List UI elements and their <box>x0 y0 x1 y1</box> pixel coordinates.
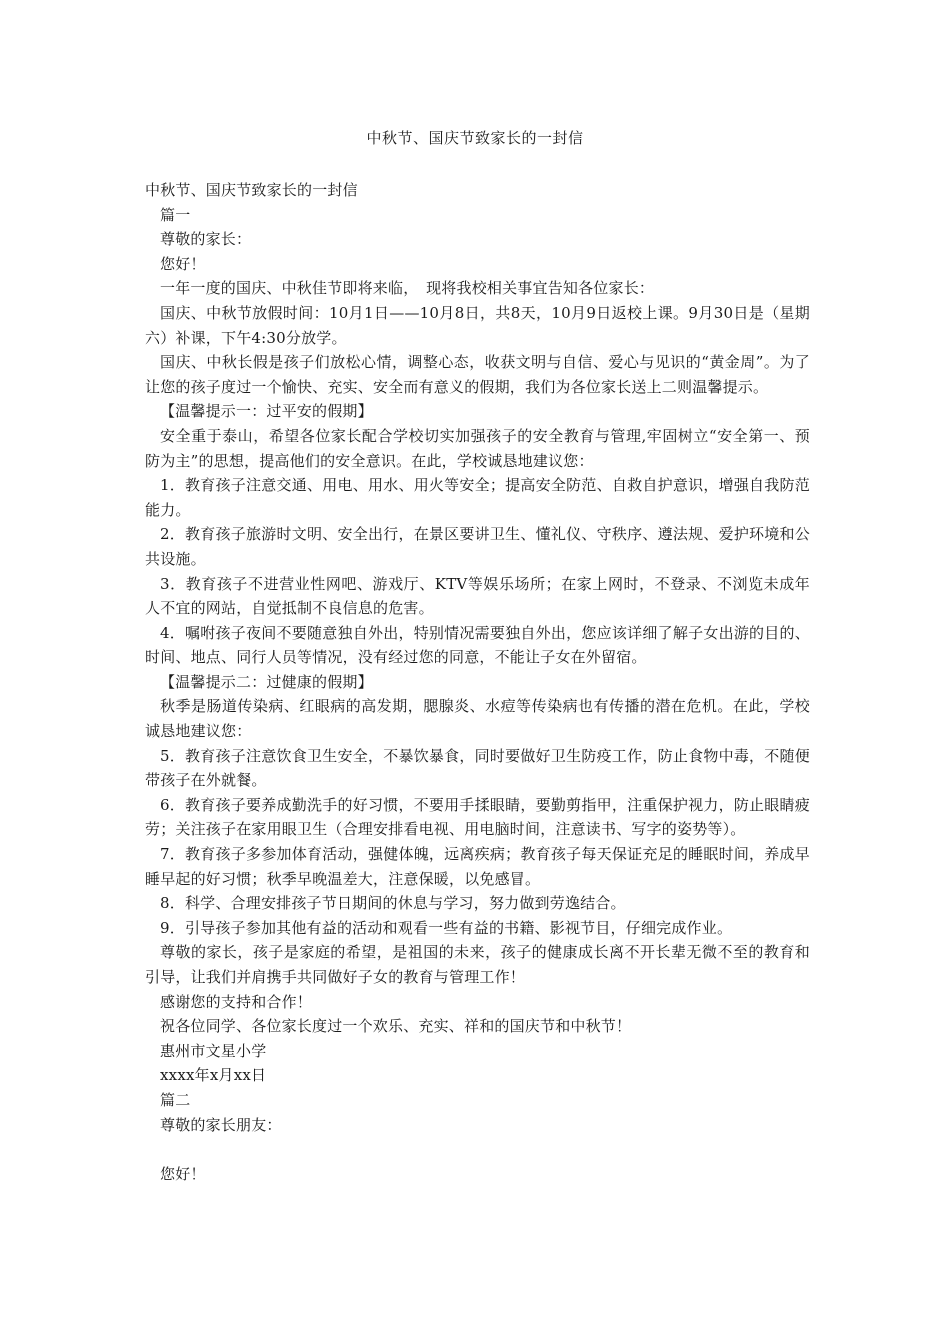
paragraph: 9．引导孩子参加其他有益的活动和观看一些有益的书籍、影视节目，仔细完成作业。 <box>160 918 733 937</box>
document-title: 中秋节、国庆节致家长的一封信 <box>366 129 584 147</box>
paragraph: 中秋节、国庆节致家长的一封信 <box>145 181 358 199</box>
paragraph: 国庆、中秋长假是孩子们放松心情，调整心态，收获文明与自信、爱心与见识的“黄金周”。为了让您的孩子度过一个愉快、充实、安全而有意义的假期，我们为各位家长送上二则温馨提示。 <box>145 353 810 396</box>
paragraph: 3．教育孩子不进营业性网吧、游戏厅、KTV等娱乐场所；在家上网时，不登录、不浏览未成年人不宜的网站，自觉抵制不良信息的危害。 <box>145 574 810 618</box>
paragraph: xxxx年x月xx日 <box>160 1066 267 1085</box>
paragraph: 感谢您的支持和合作！ <box>160 992 313 1011</box>
paragraph: 国庆、中秋节放假时间：10月1日——10月8日，共8天，10月9日返校上课。9月30日是（星期六）补课，下午4:30分放学。 <box>145 303 810 347</box>
paragraph: 尊敬的家长朋友： <box>160 1115 282 1134</box>
paragraph: 篇二 <box>160 1090 191 1109</box>
paragraph: 8．科学、合理安排孩子节日期间的休息与学习，努力做到劳逸结合。 <box>160 894 626 913</box>
paragraph: 4．嘱咐孩子夜间不要随意独自外出，特别情况需要独自外出，您应该详细了解子女出游的目的、时间、地点、同行人员等情况，没有经过您的同意，不能让子女在外留宿。 <box>145 623 810 667</box>
document-body <box>145 178 810 1186</box>
paragraph: 【温馨提示二：过健康的假期】 <box>160 672 373 691</box>
paragraph: 尊敬的家长： <box>160 230 252 249</box>
paragraph: 安全重于泰山，希望各位家长配合学校切实加强孩子的安全教育与管理,牢固树立“安全第一、预防为主”的思想，提高他们的安全意识。在此，学校诚恳地建议您： <box>145 426 810 470</box>
paragraph: 7．教育孩子多参加体育活动，强健体魄，远离疾病；教育孩子每天保证充足的睡眠时间，养成早睡早起的好习惯；秋季早晚温差大，注意保暖，以免感冒。 <box>145 845 810 888</box>
paragraph: 篇一 <box>160 205 191 224</box>
paragraph: 6．教育孩子要养成勤洗手的好习惯，不要用手揉眼睛，要勤剪指甲，注重保护视力，防止眼睛疲劳；关注孩子在家用眼卫生（合理安排看电视、用电脑时间，注意读书、写字的姿势等）。 <box>145 795 810 839</box>
paragraph: 【温馨提示一：过平安的假期】 <box>160 402 373 421</box>
paragraph: 2．教育孩子旅游时文明、安全出行，在景区要讲卫生、懂礼仪、守秩序、遵法规、爱护环境和公共设施。 <box>145 525 810 568</box>
paragraph: 您好！ <box>160 1164 206 1183</box>
paragraph: 您好！ <box>160 254 206 273</box>
paragraph: 一年一度的国庆、中秋佳节即将来临， 现将我校相关事宜告知各位家长： <box>160 279 655 298</box>
paragraph: 1．教育孩子注意交通、用电、用水、用火等安全；提高安全防范、自救自护意识，增强自我防范能力。 <box>145 476 810 519</box>
paragraph: 5．教育孩子注意饮食卫生安全，不暴饮暴食，同时要做好卫生防疫工作，防止食物中毒，不随便带孩子在外就餐。 <box>145 746 810 790</box>
paragraph: 祝各位同学、各位家长度过一个欢乐、充实、祥和的国庆节和中秋节！ <box>160 1017 632 1036</box>
paragraph: 秋季是肠道传染病、红眼病的高发期，腮腺炎、水痘等传染病也有传播的潜在危机。在此，学校诚恳地建议您： <box>145 697 810 741</box>
paragraph: 尊敬的家长，孩子是家庭的希望，是祖国的未来，孩子的健康成长离不开长辈无微不至的教育和引导，让我们并肩携手共同做好子女的教育与管理工作！ <box>145 943 810 986</box>
paragraph: 惠州市文星小学 <box>160 1041 267 1060</box>
